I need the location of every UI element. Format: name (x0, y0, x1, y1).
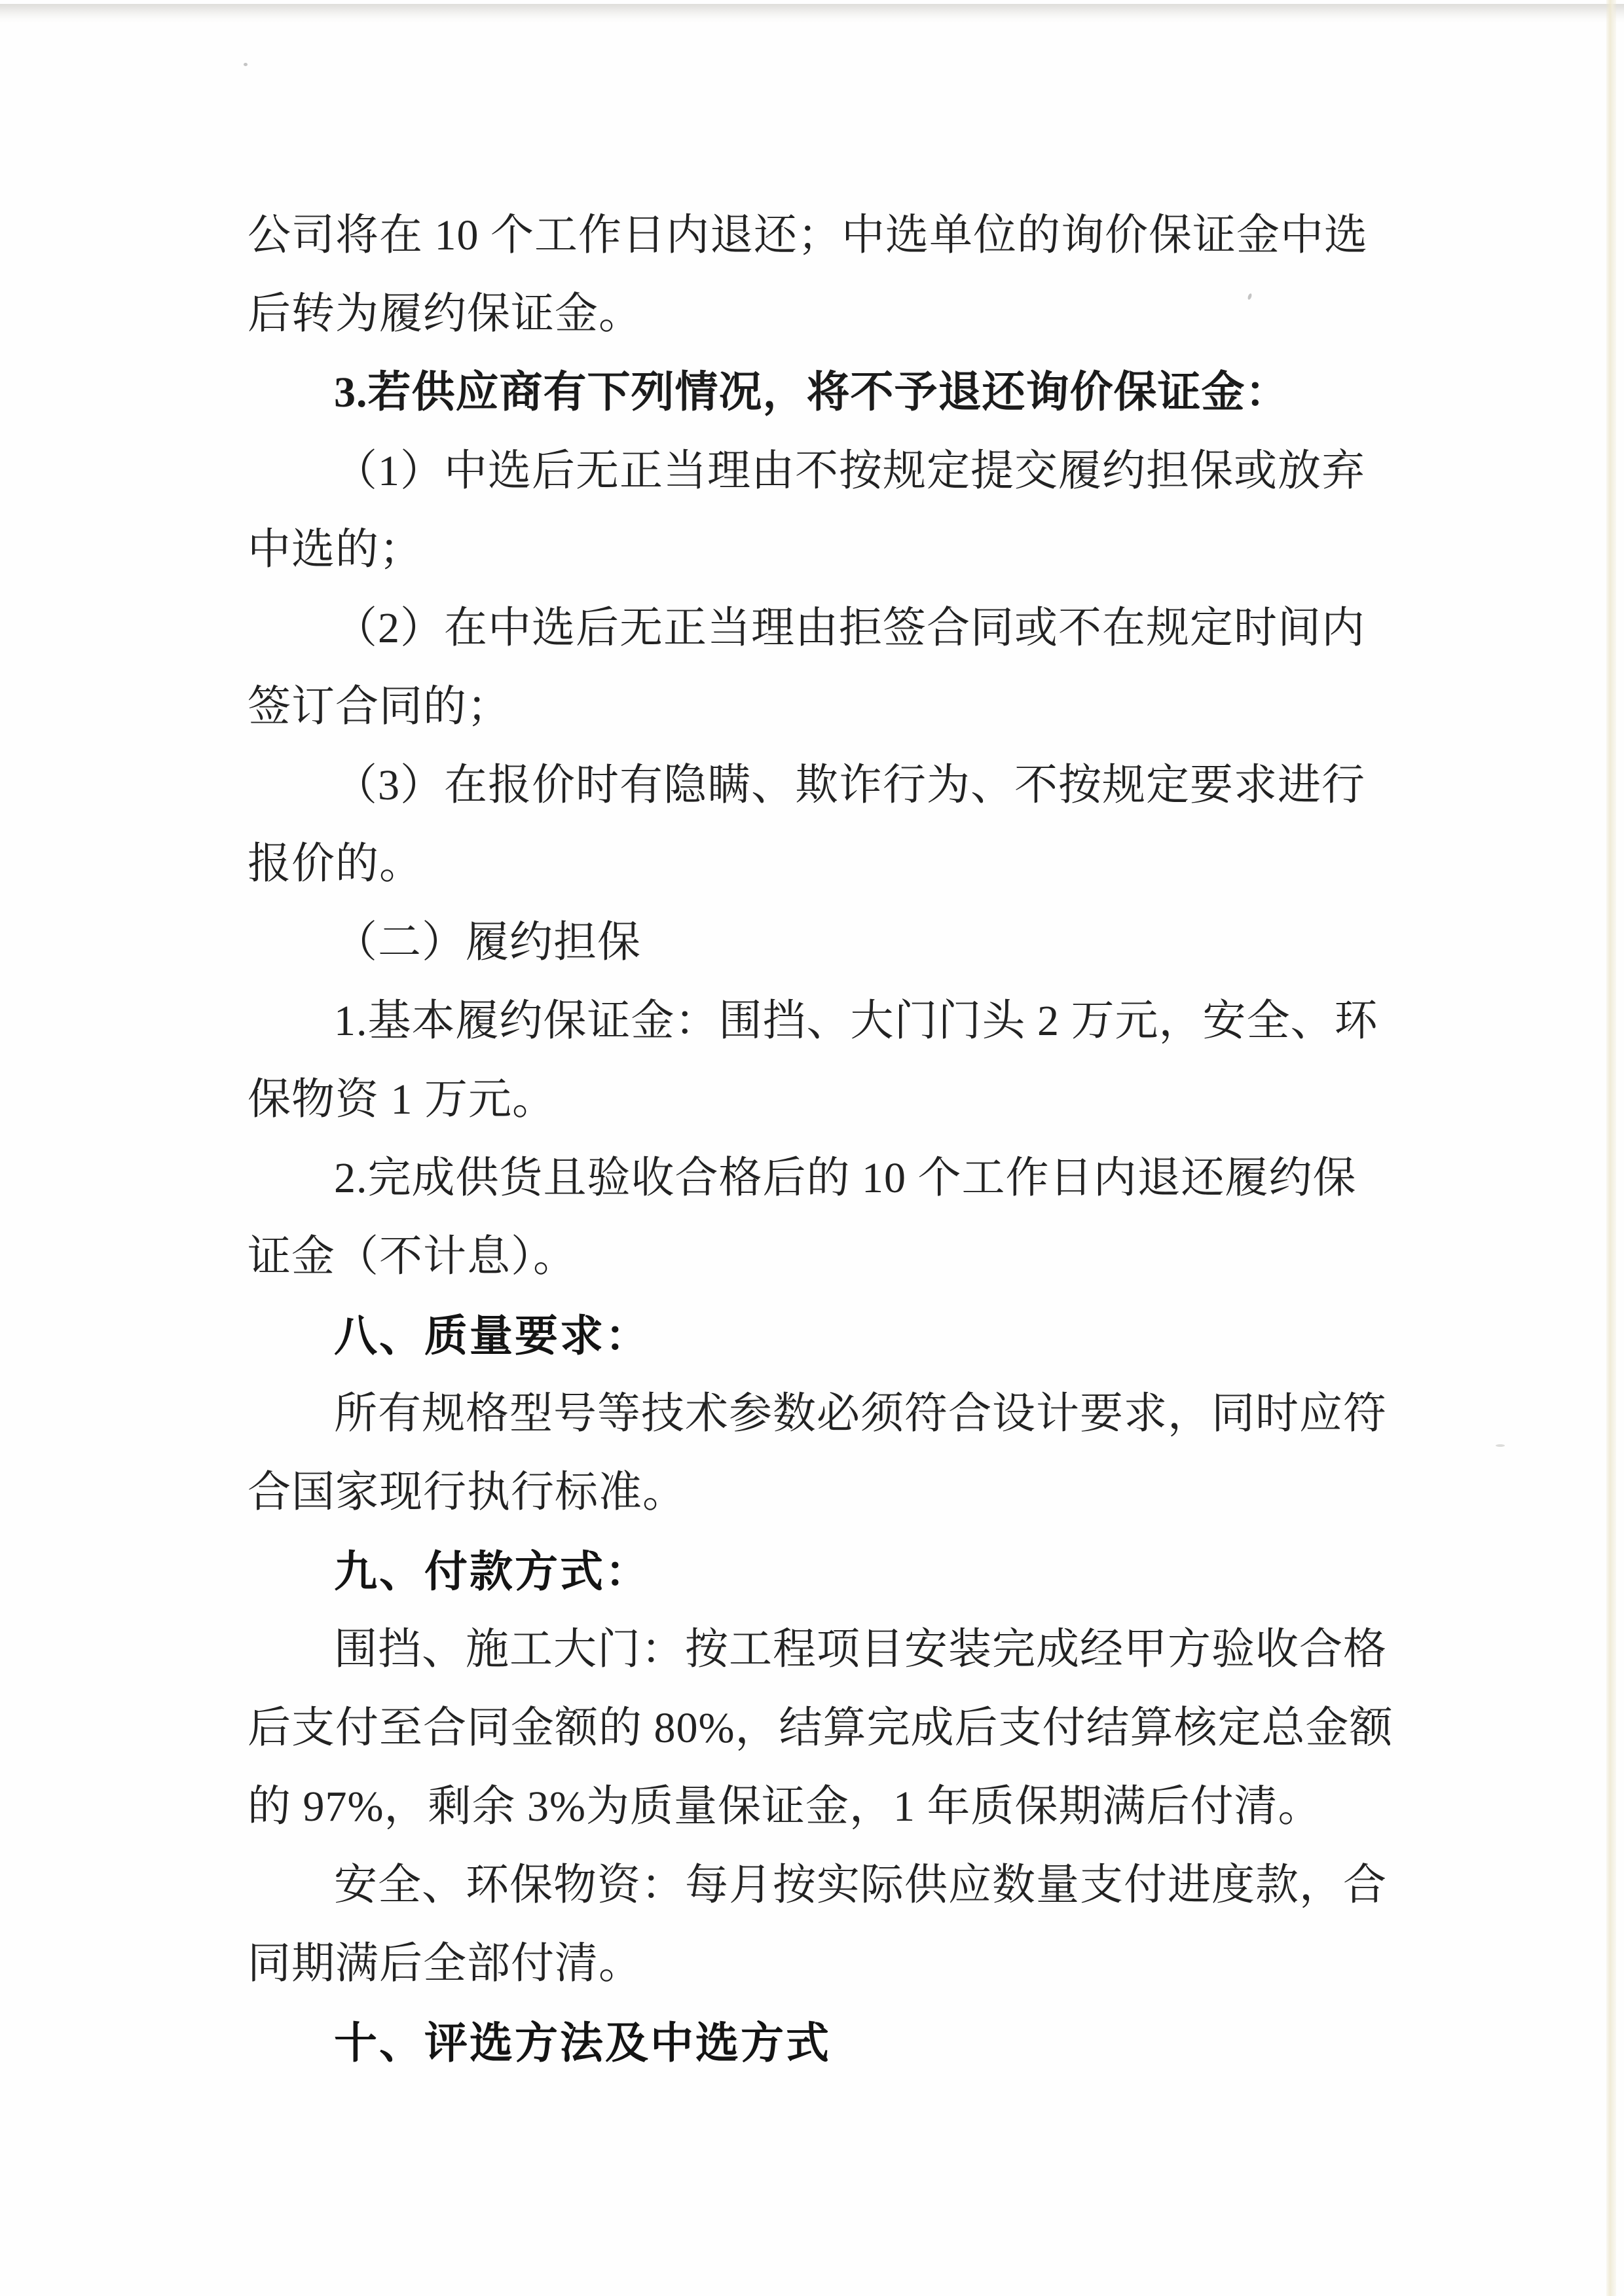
text-line: 签订合同的； (248, 683, 511, 731)
text-line: （二）履约担保 (334, 919, 641, 966)
scan-artifact-right-edge-line (1606, 0, 1616, 2296)
scan-speck (1496, 1444, 1505, 1447)
text-line: 3.若供应商有下列情况，将不予退还询价保证金： (334, 369, 1289, 416)
text-line: 的 97%，剩余 3%为质量保证金，1 年质保期满后付清。 (248, 1783, 1322, 1831)
document-body (248, 196, 1400, 2082)
text-line: 报价的。 (248, 840, 423, 888)
text-line: 后转为履约保证金。 (248, 290, 642, 338)
text-line: 中选的； (248, 526, 423, 574)
text-line: 安全、环保物资：每月按实际供应数量支付进度款，合 (334, 1861, 1387, 1909)
text-line: 证金（不计息）。 (248, 1233, 577, 1281)
scan-artifact-top-band (0, 4, 1624, 24)
text-line: 合国家现行执行标准。 (248, 1468, 686, 1516)
heading-line: 八、质量要求： (334, 1311, 650, 1360)
heading-line: 九、付款方式： (334, 1547, 650, 1595)
text-line: 公司将在 10 个工作日内退还；中选单位的询价保证金中选 (248, 211, 1368, 259)
text-line: 围挡、施工大门：按工程项目安装完成经甲方验收合格 (334, 1626, 1387, 1673)
text-line: 同期满后全部付清。 (248, 1940, 642, 1988)
text-line: 后支付至合同金额的 80%，结算完成后支付结算核定总金额 (248, 1704, 1393, 1752)
text-line: 保物资 1 万元。 (248, 1076, 556, 1123)
text-line: 所有规格型号等技术参数必须符合设计要求，同时应符 (334, 1390, 1387, 1438)
text-line: （1）中选后无正当理由不按规定提交履约担保或放弃 (334, 447, 1365, 495)
text-line: 2.完成供货且验收合格后的 10 个工作日内退还履约保 (334, 1154, 1357, 1202)
text-line: 1.基本履约保证金：围挡、大门门头 2 万元，安全、环 (334, 997, 1378, 1045)
text-line: （3）在报价时有隐瞒、欺诈行为、不按规定要求进行 (334, 761, 1365, 809)
text-line: （2）在中选后无正当理由拒签合同或不在规定时间内 (334, 604, 1365, 652)
heading-line: 十、评选方法及中选方式 (334, 2018, 831, 2067)
scan-speck (244, 63, 248, 66)
